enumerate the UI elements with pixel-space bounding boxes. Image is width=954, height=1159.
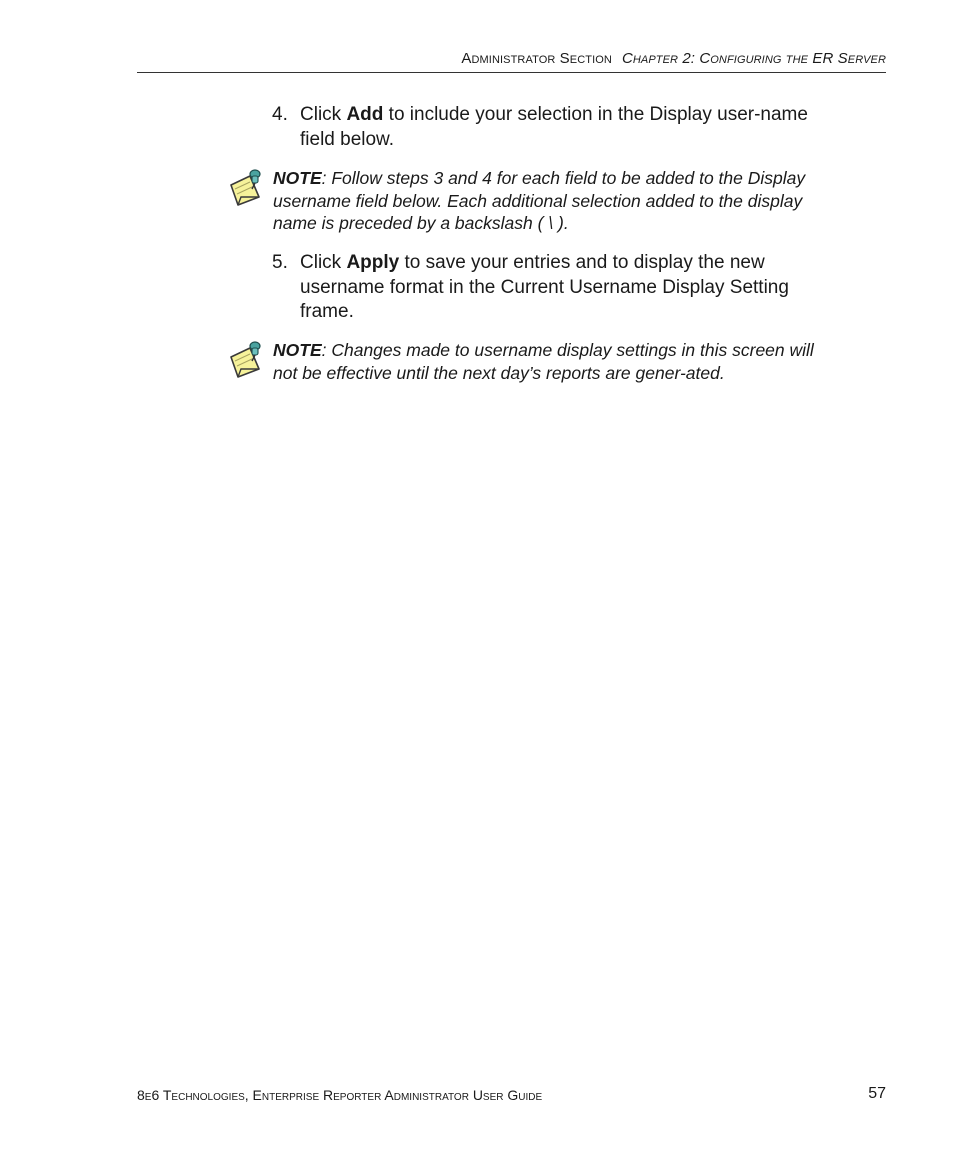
note-text: NOTE: Changes made to username display settings in this screen will not be effective until the next day’s reports are gener-ated. — [273, 340, 814, 383]
running-header — [137, 48, 886, 73]
step-keyword: Apply — [346, 252, 400, 273]
step-5 — [272, 251, 832, 325]
step-keyword: Add — [346, 104, 384, 125]
note-label: NOTE — [273, 168, 322, 188]
step-number: 5. — [272, 252, 288, 273]
note-1 — [226, 167, 826, 235]
header-chapter: Chapter 2: Configuring the ER Server — [621, 50, 886, 67]
page-number: 57 — [868, 1085, 886, 1102]
step-text: Click Apply to save your entries and to display the new username format in the Current Username Display Setting frame. — [300, 252, 789, 322]
step-4 — [272, 103, 832, 152]
note-label: NOTE — [273, 340, 322, 360]
step-text: Click Add to include your selection in the Display user-name field below. — [300, 104, 808, 150]
step-number: 4. — [272, 104, 288, 125]
header-section: Administrator Section — [461, 50, 612, 67]
note-text: NOTE: Follow steps 3 and 4 for each field to be added to the Display username field below. Each additional selection added to the display name is preceded by a backslash ( \ ). — [273, 168, 806, 233]
footer-title: 8e6 Technologies, Enterprise Reporter Administrator User Guide — [137, 1087, 543, 1103]
note-2 — [226, 339, 826, 384]
note-pin-icon — [226, 167, 266, 207]
header-text — [461, 50, 886, 67]
note-pin-icon — [226, 339, 266, 379]
